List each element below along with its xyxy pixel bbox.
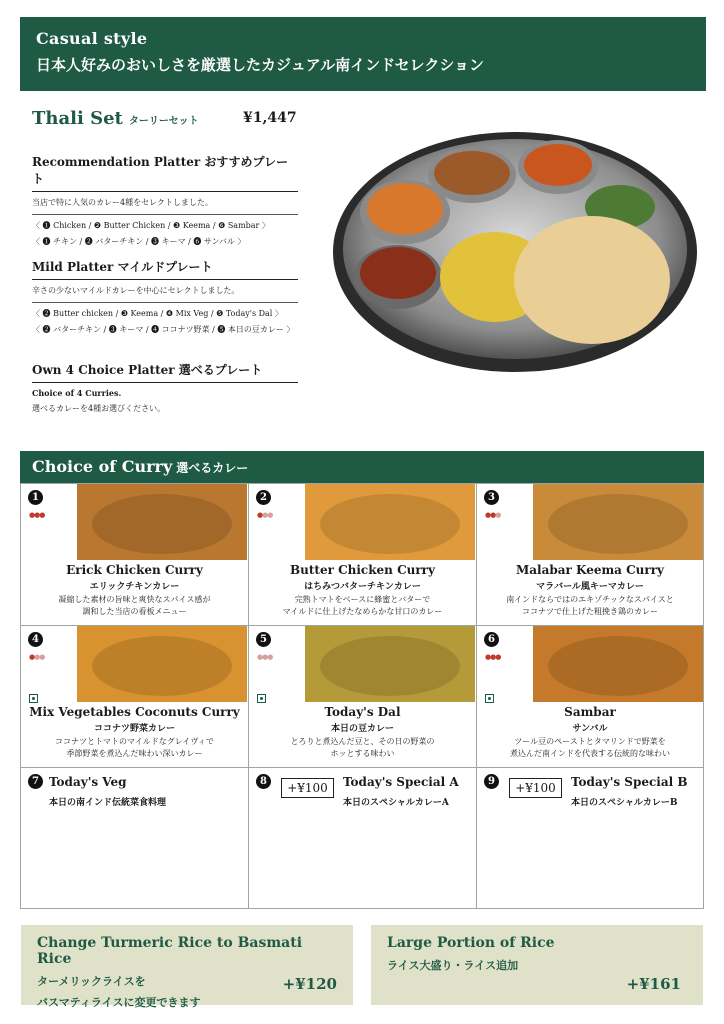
curry-card[interactable] <box>21 626 249 768</box>
curry-photo <box>305 484 475 560</box>
curry-desc <box>249 736 476 760</box>
curry-number: 2 <box>256 490 271 505</box>
curry-photo <box>305 626 475 702</box>
curry-card[interactable] <box>477 626 703 768</box>
curry-desc <box>477 736 703 760</box>
curry-desc-line1: ココナツとトマトのマイルドなグレイヴィで <box>55 737 214 746</box>
mild-platter <box>32 258 298 335</box>
curry-desc-line1: 完熟トマトをベースに蜂蜜とバターで <box>294 595 431 604</box>
thali-price: ¥1,447 <box>243 110 297 126</box>
curry-desc-line2: 季節野菜を煮込んだ味わい深いカレー <box>66 749 203 758</box>
special-name: Today's Special B <box>571 775 688 789</box>
curry-desc-line1: とろりと煮込んだ豆と、その日の野菜の <box>290 737 435 746</box>
platter-desc: 当店で特に人気のカレー4種をセレクトしました。 <box>32 198 213 207</box>
special-number: 8 <box>256 774 271 789</box>
rice-change-line1: ターメリックライスを <box>37 975 146 988</box>
rice-change-price: +¥120 <box>282 975 337 993</box>
curry-photo <box>77 484 247 560</box>
platter-items-jp: 〈 ❷ バターチキン / ❸ キーマ / ❹ ココナツ野菜 / ❺ 本日の豆カレー 〉 <box>32 325 295 334</box>
curry-desc <box>21 594 248 618</box>
curry-name: Mix Vegetables Coconuts Curry <box>29 705 240 719</box>
curry-name: Today's Dal <box>324 705 401 719</box>
curry-desc-line2: ホッとする味わい <box>330 749 395 758</box>
curry-desc <box>21 736 248 760</box>
platter-desc: 辛さの少ないマイルドカレーを中心にセレクトしました。 <box>32 286 240 295</box>
own-choice-platter <box>32 361 298 414</box>
curry-photo <box>77 626 247 702</box>
curry-desc <box>249 594 476 618</box>
curry-name-jp: エリックチキンカレー <box>89 582 180 592</box>
curry-number: 4 <box>28 632 43 647</box>
curry-number: 5 <box>256 632 271 647</box>
curry-name: Sambar <box>564 705 616 719</box>
special-name: Today's Special A <box>343 775 459 789</box>
curry-name: Butter Chicken Curry <box>290 563 435 577</box>
platter-title: Mild Platter マイルドプレート <box>32 258 298 280</box>
curry-photo <box>533 484 703 560</box>
curry-name: Malabar Keema Curry <box>515 563 665 577</box>
thali-title <box>32 108 199 129</box>
recommendation-platter <box>32 153 298 247</box>
curry-name-jp: ココナツ野菜カレー <box>94 724 175 734</box>
curry-desc-line1: ツール豆のペーストとタマリンドで野菜を <box>514 737 666 746</box>
spice-level-icon: ●●● <box>29 653 45 661</box>
curry-name: Erick Chicken Curry <box>66 563 203 577</box>
curry-desc-line2: 煮込んだ南インドを代表する伝統的な味わい <box>510 749 670 758</box>
header-line2: 日本人好みのおいしさを厳選したカジュアル南インドセレクション <box>36 56 485 74</box>
special-card[interactable] <box>21 768 249 908</box>
rice-change-line2: バスマティライスに変更できます <box>37 996 201 1009</box>
curry-name-jp: はちみつバターチキンカレー <box>304 582 421 592</box>
thali-title-jp: ターリーセット <box>128 116 199 127</box>
curry-desc-line2: マイルドに仕上げたなめらかな甘口のカレー <box>282 607 443 616</box>
thali-title-en: Thali Set <box>32 108 123 129</box>
thali-plate-photo <box>330 127 700 377</box>
rice-large-line1: ライス大盛り・ライス追加 <box>387 959 519 972</box>
large-rice-option[interactable] <box>371 925 703 1005</box>
curry-photo <box>533 626 703 702</box>
rice-large-price: +¥161 <box>626 975 681 993</box>
special-name-jp: 本日のスペシャルカレーB <box>571 798 678 808</box>
platter-items-jp: 〈 ❶ チキン / ❷ バターチキン / ❸ キーマ / ❻ サンバル 〉 <box>32 237 246 246</box>
spice-level-icon: ●●● <box>485 653 501 661</box>
curry-desc-line2: 調和した当店の看板メニュー <box>82 607 187 616</box>
curry-name-jp: サンバル <box>572 724 608 734</box>
curry-grid <box>20 483 704 909</box>
platter-title: Own 4 Choice Platter 選べるプレート <box>32 361 298 383</box>
special-name: Today's Veg <box>49 775 127 789</box>
curry-number: 3 <box>484 490 499 505</box>
rice-large-title: Large Portion of Rice <box>387 935 555 951</box>
veg-mark-icon <box>29 694 38 703</box>
spice-level-icon: ●●● <box>257 511 273 519</box>
curry-name-jp: マラバール風キーマカレー <box>536 582 644 592</box>
spice-level-icon: ●●● <box>485 511 501 519</box>
curry-card[interactable] <box>249 484 477 626</box>
extra-charge-badge: +¥100 <box>281 778 334 798</box>
curry-number: 6 <box>484 632 499 647</box>
curry-desc-line2: ココナツで仕上げた粗挽き鶏のカレー <box>522 607 658 616</box>
curry-desc <box>477 594 703 618</box>
choice-title: Choice of Curry <box>32 457 173 476</box>
platter-desc: Choice of 4 Curries. <box>32 388 122 398</box>
basmati-rice-option[interactable] <box>21 925 353 1009</box>
special-card[interactable] <box>249 768 477 908</box>
special-number: 7 <box>28 774 43 789</box>
curry-card[interactable] <box>477 484 703 626</box>
platter-items-en: 〈 ❶ Chicken / ❷ Butter Chicken / ❸ Keema / ❻ Sambar 〉 <box>32 221 270 230</box>
platter-title: Recommendation Platter おすすめプレート <box>32 153 298 192</box>
spice-level-icon: ●●● <box>29 511 45 519</box>
curry-name-jp: 本日の豆カレー <box>330 724 394 734</box>
veg-mark-icon <box>485 694 494 703</box>
special-card[interactable] <box>477 768 703 908</box>
curry-number: 1 <box>28 490 43 505</box>
rice-change-title: Change Turmeric Rice to Basmati Rice <box>37 935 303 967</box>
header-banner <box>20 17 706 91</box>
platter-desc-jp: 選べるカレーを4種お選びください。 <box>32 404 166 413</box>
veg-mark-icon <box>257 694 266 703</box>
spice-level-icon: ●●● <box>257 653 273 661</box>
curry-desc-line1: 凝縮した素材の旨味と爽快なスパイス感が <box>58 595 211 604</box>
special-name-jp: 本日の南インド伝統菜食料理 <box>49 798 167 808</box>
curry-card[interactable] <box>21 484 249 626</box>
choice-of-curry-banner <box>20 451 704 483</box>
curry-card[interactable] <box>249 626 477 768</box>
platter-items-en: 〈 ❷ Butter chicken / ❸ Keema / ❹ Mix Veg / ❺ Today's Dal 〉 <box>32 309 283 318</box>
extra-charge-badge: +¥100 <box>509 778 562 798</box>
choice-title-jp: 選べるカレー <box>176 461 249 475</box>
special-name-jp: 本日のスペシャルカレーA <box>343 798 449 808</box>
special-number: 9 <box>484 774 499 789</box>
curry-desc-line1: 南インドならではのエキゾチックなスパイスと <box>506 595 674 604</box>
header-line1: Casual style <box>36 29 148 48</box>
